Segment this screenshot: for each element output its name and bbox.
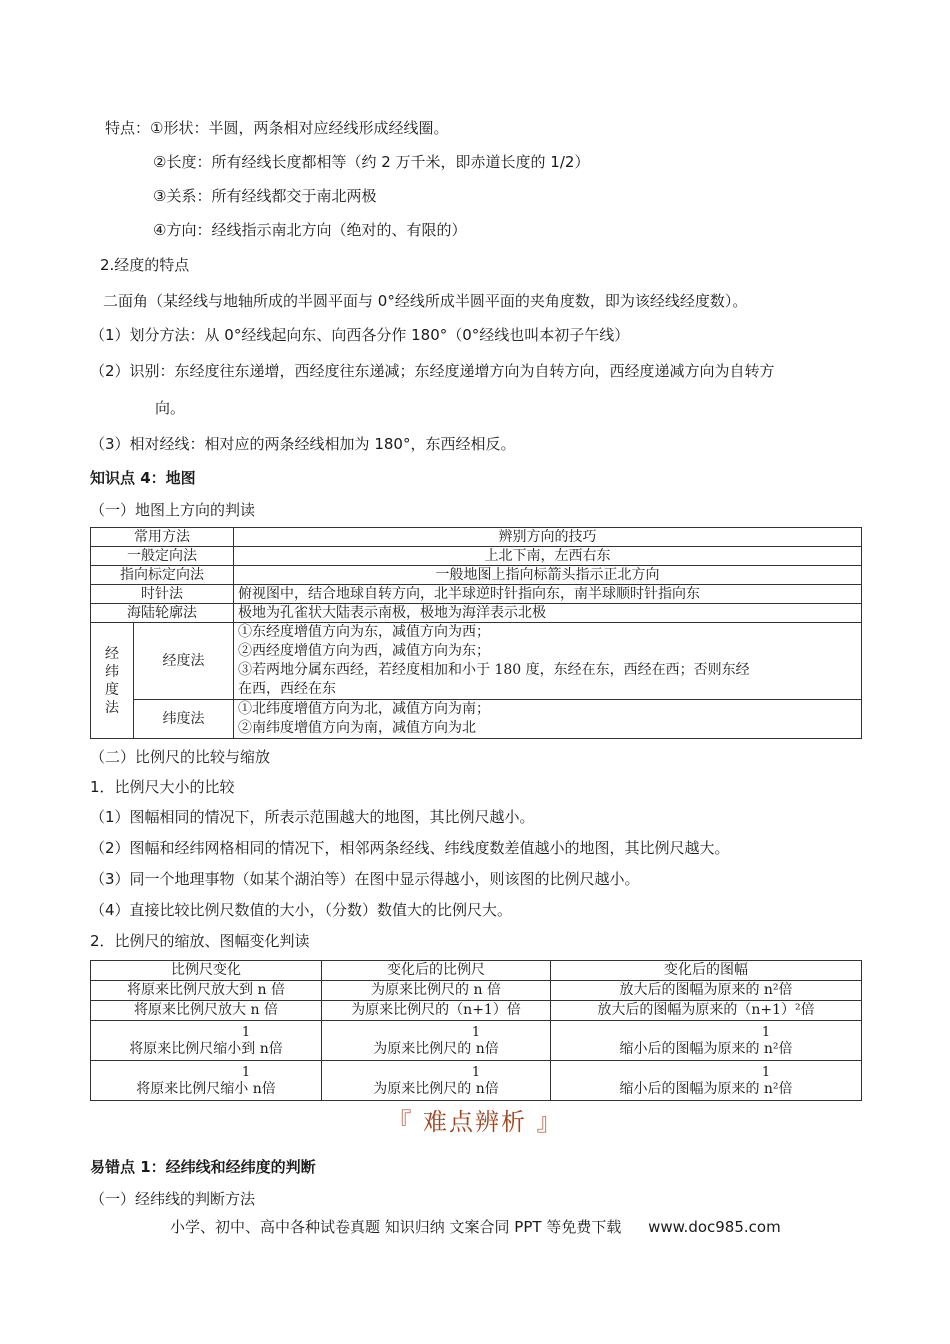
- feature-shape: 特点：①形状：半圆，两条相对应经线形成经线圈。: [105, 119, 449, 137]
- longitude-method-cell: 经度法: [134, 623, 234, 700]
- longitude-identify: （2）识别：东经度往东递增，西经度往东递减；东经度递增方向为自转方向，西经度递减方向为自转方: [90, 362, 775, 380]
- scale-header: 变化后的比例尺: [322, 961, 551, 981]
- page-footer: [170, 1216, 781, 1237]
- scale-compare-3: （3）同一个地理事物（如某个湖泊等）在图中显示得越小，则该图的比例尺越小。: [90, 870, 640, 888]
- direction-subtitle: （一）地图上方向的判读: [90, 501, 256, 519]
- table-header: 辨别方向的技巧: [234, 528, 862, 547]
- longitude-division: （1）划分方法：从 0°经线起向东、向西各分作 180°（0°经线也叫本初子午线）: [90, 326, 630, 344]
- footer-text: 小学、初中、高中各种试卷真题 知识归纳 文案合同 PPT 等免费下载: [170, 1218, 622, 1236]
- scale-subtitle: （二）比例尺的比较与缩放: [90, 748, 271, 766]
- scale-compare-1: （1）图幅相同的情况下，所表示范围越大的地图，其比例尺越小。: [90, 808, 535, 826]
- scale-header: 变化后的图幅: [551, 961, 862, 981]
- tip-cell: 俯视图中，结合地球自转方向，北半球逆时针指向东，南半球顺时针指向东: [234, 585, 862, 604]
- tip-cell: 上北下南，左西右东: [234, 547, 862, 566]
- scale-change-heading: 2．比例尺的缩放、图幅变化判读: [90, 932, 310, 950]
- tip-cell: 一般地图上指向标箭头指示正北方向: [234, 566, 862, 585]
- latitude-rules-cell: ①北纬度增值方向为北，减值方向为南； ②南纬度增值方向为南，减值方向为北: [234, 700, 862, 739]
- scale-cell: 为原来比例尺的 n 倍: [322, 981, 551, 1001]
- method-cell: 一般定向法: [91, 547, 234, 566]
- scale-compare-4: （4）直接比较比例尺数值的大小，（分数）数值大的比例尺大。: [90, 901, 513, 919]
- section-title: 『 难点辨析 』: [387, 1108, 563, 1136]
- longitude-definition: 二面角（某经线与地轴所成的半圆平面与 0°经线所成半圆平面的夹角度数，即为该经线经度数）。: [103, 292, 748, 310]
- method-cell: 指向标定向法: [91, 566, 234, 585]
- scale-cell: 1 为原来比例尺的 n倍: [322, 1021, 551, 1061]
- scale-cell: 1 缩小后的图幅为原来的 n²倍: [551, 1021, 862, 1061]
- grid-method-cell: 经 纬 度 法: [91, 623, 134, 739]
- scale-cell: 将原来比例尺放大到 n 倍: [91, 981, 322, 1001]
- latitude-method-cell: 纬度法: [134, 700, 234, 739]
- scale-cell: 将原来比例尺放大 n 倍: [91, 1001, 322, 1021]
- direction-table: [90, 527, 862, 739]
- scale-cell: 1 将原来比例尺缩小到 n倍: [91, 1021, 322, 1061]
- error-point-title: 易错点 1：经纬线和经纬度的判断: [90, 1158, 316, 1176]
- error-point-subtitle: （一）经纬线的判断方法: [90, 1190, 256, 1208]
- longitude-rules-cell: ①东经度增值方向为东，减值方向为西； ②西经度增值方向为西，减值方向为东； ③若两地分属东西经，若经度相加和小于 180 度，东经在东，西经在西；否则东经 在西，西经在东: [234, 623, 862, 700]
- feature-length: ②长度：所有经线长度都相等（约 2 万千米，即赤道长度的 1/2）: [153, 153, 590, 171]
- scale-cell: 放大后的图幅为原来的 n²倍: [551, 981, 862, 1001]
- scale-cell: 1 为原来比例尺的 n倍: [322, 1061, 551, 1101]
- scale-cell: 1 将原来比例尺缩小 n倍: [91, 1061, 322, 1101]
- scale-compare-heading: 1．比例尺大小的比较: [90, 778, 235, 796]
- longitude-heading: 2.经度的特点: [100, 256, 190, 274]
- scale-table: [90, 960, 862, 1101]
- kp4-title: 知识点 4：地图: [90, 469, 196, 487]
- longitude-opposite: （3）相对经线：相对应的两条经线相加为 180°，东西经相反。: [90, 435, 516, 453]
- scale-header: 比例尺变化: [91, 961, 322, 981]
- scale-cell: 1 缩小后的图幅为原来的 n²倍: [551, 1061, 862, 1101]
- feature-relation: ③关系：所有经线都交于南北两极: [153, 187, 377, 205]
- method-cell: 海陆轮廓法: [91, 604, 234, 623]
- scale-cell: 为原来比例尺的（n+1）倍: [322, 1001, 551, 1021]
- table-header: 常用方法: [91, 528, 234, 547]
- longitude-identify-cont: 向。: [155, 399, 186, 417]
- scale-cell: 放大后的图幅为原来的（n+1）²倍: [551, 1001, 862, 1021]
- scale-compare-2: （2）图幅和经纬网格相同的情况下，相邻两条经线、纬线度数差值越小的地图，其比例尺越大。: [90, 839, 730, 857]
- feature-direction: ④方向：经线指示南北方向（绝对的、有限的）: [153, 221, 467, 239]
- method-cell: 时针法: [91, 585, 234, 604]
- tip-cell: 极地为孔雀状大陆表示南极，极地为海洋表示北极: [234, 604, 862, 623]
- footer-url[interactable]: www.doc985.com: [648, 1218, 781, 1236]
